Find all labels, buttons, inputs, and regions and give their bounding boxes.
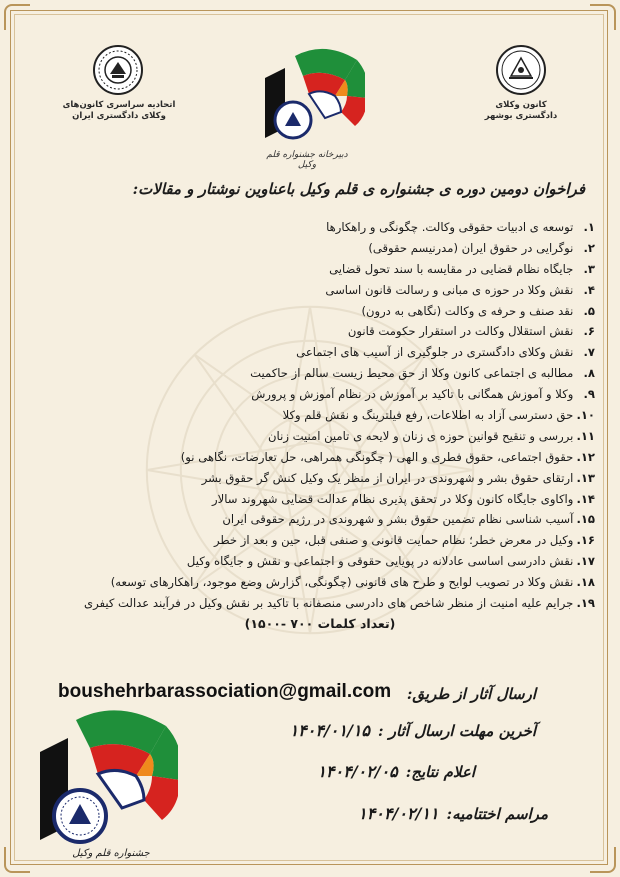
topic-item [30,551,595,572]
topic-item [30,238,595,259]
deadline-closing-ceremony [358,804,548,823]
topic-number: ۱. [583,220,595,234]
topic-item [30,447,595,468]
topic-item [30,259,595,280]
submission-label: ارسال آثار از طریق: [406,685,536,703]
caption-line: اتحادیه سراسری کانون‌های [62,100,176,110]
deadline-label: آخرین مهلت ارسال آثار : [378,722,536,740]
topic-item [30,405,595,426]
corner-ornament [590,847,616,873]
caption-line: وکلای دادگستری ایران [72,111,166,121]
topic-text: حق دسترسی آزاد به اطلاعات، رفع فیلترینگ و نقش قلم وکلا [282,408,574,423]
topic-item [30,593,595,614]
topic-item [30,509,595,530]
topic-text: ارتقای حقوق بشر و شهروندی در ایران از منظر یک وکیل کنش گر حقوق بشر [201,470,574,485]
deadline-submission [290,721,536,740]
topic-text: نوگرایی در حقوق ایران (مدرنیسم حقوقی) [368,240,574,255]
topic-text: جایگاه نظام قضایی در مقایسه با سند تحول قضایی [329,261,574,276]
topic-text: وکلا و آموزش همگانی با تاکید بر آموزش در نظام آموزش و پرورش [251,387,574,402]
bushehr-bar-seal-icon [495,44,547,96]
topic-number: ۱۰. [576,408,595,423]
topic-text: واکاوی جایگاه کانون وکلا در تحقق پذیری نظام عدالت قضایی شهروند سالار [212,491,574,506]
topic-number: ۱۱. [576,428,595,443]
topic-number: ۱۴. [576,491,595,506]
deadline-label: اعلام نتایج: [405,763,475,781]
topic-item [30,530,595,551]
festival-logo-icon [255,38,365,150]
topic-number: ۸. [583,366,595,381]
topic-number: ۱۹. [576,596,595,611]
bushehr-bar-caption [456,100,586,122]
word-count-note: (تعداد کلمات ۷۰۰ -۱۵۰۰) [244,616,396,631]
submission-email-link[interactable]: boushehrbarassociation@gmail.com [58,681,392,702]
topic-item [30,363,595,384]
topic-text: نقش دادرسی اساسی عادلانه در پویایی حقوقی و اجتماعی و نقش و جایگاه وکیل [186,554,574,569]
topic-item [30,426,595,447]
topic-text: نقش وکلای دادگستری در جلوگیری از آسیب های اجتماعی [296,345,574,360]
topic-text: جرایم علیه امنیت از منظر شاخص های دادرسی منصفانه با تاکید بر نقش وکیل در فرآیند عدالت کیفری [84,596,574,611]
deadline-results [317,762,475,781]
topic-number: ۹. [583,387,595,402]
topic-text: وکیل در معرض خطر؛ نظام حمایت قانونی و صنفی قبل، حین و بعد از خطر [214,533,574,548]
deadline-date: ۱۴۰۴/۰۲/۱۱ [358,804,439,823]
topic-number: ۵. [583,303,595,318]
bottom-logo-caption: جشنواره قلم وکیل [72,848,150,859]
topic-number: ۳. [583,261,595,276]
topic-text: حقوق اجتماعی، حقوق فطری و الهی ( چگونگی همراهی، حل تعارضات، نگاهی نو) [180,449,574,464]
corner-ornament [4,847,30,873]
topic-number: ۱۲. [576,449,595,464]
festival-logo-large-icon [28,700,178,860]
bar-union-caption [54,100,184,122]
topic-text: نقش استقلال وکالت در استقرار حکومت قانون [347,324,574,339]
corner-ornament [4,4,30,30]
topic-item [30,321,595,342]
topic-item [30,384,595,405]
topic-item [30,217,595,238]
caption-line: دادگستری بوشهر [484,111,558,121]
topic-number: ۱۳. [576,470,595,485]
topic-text: مطالبه ی اجتماعی کانون وکلا از حق محیط زیست سالم از حاکمیت [250,366,574,381]
deadline-date: ۱۴۰۴/۰۲/۰۵ [317,762,398,781]
topic-number: ۱۸. [576,575,595,590]
topic-text: بررسی و تنقیح قوانین حوزه ی زنان و لایحه ی تامین امنیت زنان [268,428,574,443]
topic-number: ۲. [583,240,595,255]
topic-number: ۱۵. [576,512,595,527]
topic-item [30,301,595,322]
topic-text: آسیب شناسی نظام تضمین حقوق بشر و شهروندی در رژیم حقوقی ایران [222,512,574,527]
topic-text: توسعه ی ادبیات حقوقی وکالت. چگونگی و راهکارها [326,220,574,234]
topic-number: ۱۶. [576,533,595,548]
topic-item [30,280,595,301]
topic-text: نقد صنف و حرفه ی وکالت (نگاهی به درون) [361,303,574,318]
topics-list [30,217,595,614]
topic-item [30,489,595,510]
topic-number: ۴. [583,282,595,297]
deadline-label: مراسم اختتامیه: [446,805,548,823]
topic-number: ۱۷. [576,554,595,569]
bar-union-seal-icon [92,44,144,96]
corner-ornament [590,4,616,30]
festival-secretariat-caption: دبیرخانه جشنواره قلم وکیل [266,150,348,170]
call-headline: فراخوان دومین دوره ی جشنواره ی قلم وکیل باعناوین نوشتار و مقالات: [132,180,585,198]
topic-item [30,572,595,593]
topic-number: ۷. [583,345,595,360]
topic-item [30,468,595,489]
topic-text: نقش وکلا در تصویب لوایح و طرح های قانونی (چگونگی، گزارش وضع موجود، راهکارهای توسعه) [110,575,574,590]
topic-text: نقش وکلا در حوزه ی مبانی و رسالت قانون اساسی [325,282,574,297]
caption-line: کانون وکلای [495,100,547,110]
topic-item [30,342,595,363]
topic-number: ۶. [583,324,595,339]
deadline-date: ۱۴۰۴/۰۱/۱۵ [289,721,371,740]
